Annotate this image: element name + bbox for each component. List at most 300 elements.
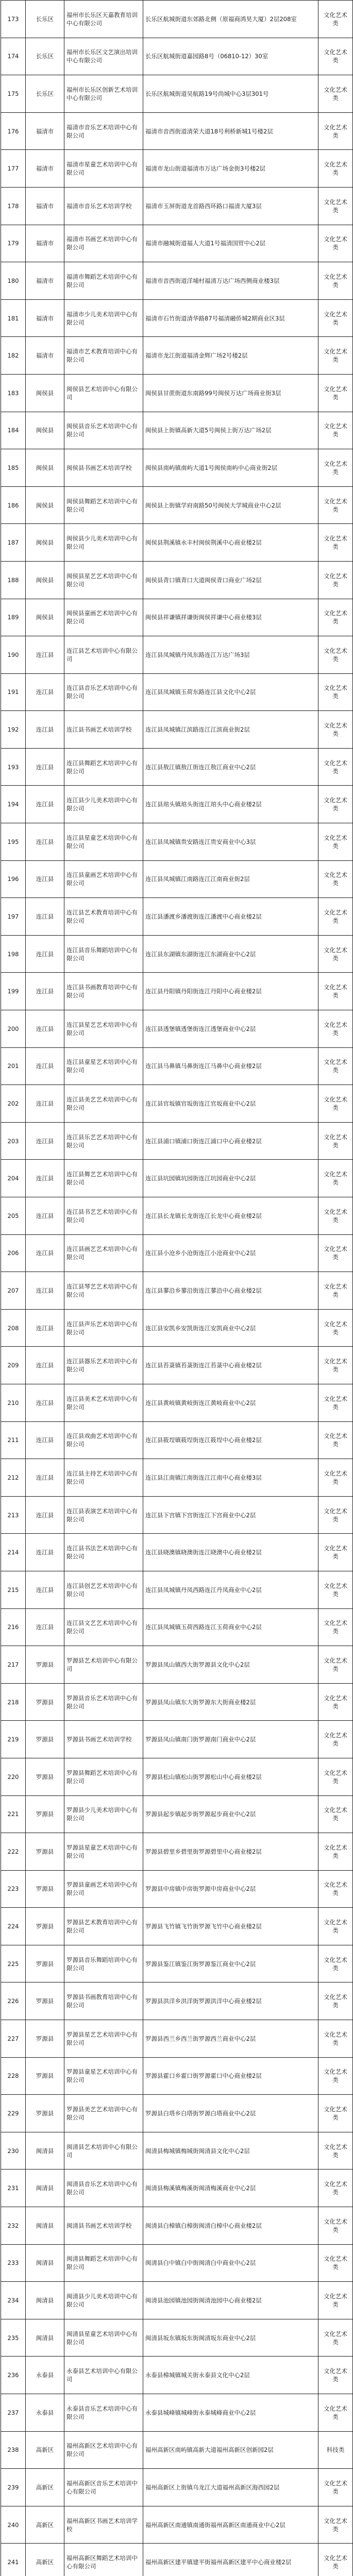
institution-name-cell: 罗源县书画教育培训中心有限公司 <box>64 1982 143 2020</box>
institution-name-cell: 福州高新区艺术培训中心有限公司 <box>64 2431 143 2469</box>
table-row <box>1 112 353 150</box>
row-number: 238 <box>1 2431 26 2469</box>
table-row <box>1 636 353 674</box>
table-row <box>1 449 353 487</box>
category-cell: 文化艺术类 <box>318 337 353 375</box>
district-cell: 连江县 <box>26 786 64 823</box>
institution-name-cell: 连江县书艺艺术培训中心有限公司 <box>64 1197 143 1235</box>
table-row <box>1 1721 353 1758</box>
address-cell: 罗源县洪洋乡洪洋街罗源洪洋中心商业楼2层 <box>143 1982 318 2020</box>
address-cell: 长乐区航城街道东郊路北侧（原福商鸿昊大厦）2层208室 <box>143 1 318 38</box>
table-row <box>1 1534 353 1571</box>
category-cell: 文化艺术类 <box>318 75 353 113</box>
table-row <box>1 561 353 599</box>
row-number: 226 <box>1 1982 26 2020</box>
row-number: 173 <box>1 1 26 38</box>
row-number: 209 <box>1 1347 26 1384</box>
row-number: 237 <box>1 2394 26 2432</box>
institution-name-cell: 闽侯县艺术培训中心有限公司 <box>64 374 143 412</box>
table-row <box>1 1047 353 1085</box>
district-cell: 福清市 <box>26 112 64 150</box>
address-cell: 福州高新区建平镇建平街福州高新区建平中心商业楼2层 <box>143 2544 318 2576</box>
table-row <box>1 2357 353 2394</box>
address-cell: 罗源县西兰乡西兰街罗源西兰商业中心2层 <box>143 2020 318 2058</box>
row-number: 241 <box>1 2544 26 2576</box>
row-number: 182 <box>1 337 26 375</box>
institution-name-cell: 连江县美艺艺术培训中心有限公司 <box>64 1085 143 1123</box>
institution-name-cell: 连江县艺术教育培训中心有限公司 <box>64 898 143 936</box>
address-cell: 福清市龙山街道福清市万达广场金街3号楼2层 <box>143 150 318 188</box>
address-cell: 福清市石竹街道清华路87号福清融侨城2期商业区3层 <box>143 299 318 337</box>
row-number: 220 <box>1 1758 26 1795</box>
table-row <box>1 973 353 1010</box>
district-cell: 闽侯县 <box>26 486 64 524</box>
row-number: 216 <box>1 1608 26 1646</box>
address-cell: 连江县安凯乡安凯街连江安凯商业中心2层 <box>143 1309 318 1347</box>
category-cell: 文化艺术类 <box>318 187 353 225</box>
district-cell: 连江县 <box>26 636 64 674</box>
row-number: 233 <box>1 2244 26 2282</box>
address-cell: 闽清县池园镇池园街闽清池园中心商业楼2层 <box>143 2282 318 2319</box>
table-row <box>1 860 353 898</box>
table-row <box>1 898 353 936</box>
district-cell: 连江县 <box>26 711 64 749</box>
district-cell: 连江县 <box>26 1534 64 1571</box>
row-number: 188 <box>1 561 26 599</box>
institution-name-cell: 连江县乐艺艺术培训中心有限公司 <box>64 1122 143 1160</box>
address-cell: 罗源县霍口乡霍口街罗源霍口中心商业楼2层 <box>143 2057 318 2095</box>
institution-name-cell: 罗源县美艺艺术培训中心有限公司 <box>64 2095 143 2132</box>
institution-name-cell: 福州市长乐区文艺演出培训中心有限公司 <box>64 38 143 75</box>
category-cell: 文化艺术类 <box>318 112 353 150</box>
district-cell: 罗源县 <box>26 2020 64 2058</box>
address-cell: 罗源县凤山镇南门街罗源南门商业中心2层 <box>143 1721 318 1758</box>
institution-name-cell: 闽侯县舞蹈艺术培训中心有限公司 <box>64 486 143 524</box>
address-cell: 福清市玉屏街道龙首路西环路口福清大厦3层 <box>143 187 318 225</box>
institution-name-cell: 福清市书画艺术培训中心有限公司 <box>64 225 143 262</box>
institution-name-cell: 连江县少儿美术培训中心有限公司 <box>64 786 143 823</box>
table-row <box>1 2207 353 2245</box>
row-number: 208 <box>1 1309 26 1347</box>
table-row <box>1 524 353 562</box>
table-row <box>1 187 353 225</box>
district-cell: 连江县 <box>26 1085 64 1123</box>
row-number: 193 <box>1 748 26 786</box>
institution-name-cell: 连江县音乐舞蹈培训中心有限公司 <box>64 935 143 973</box>
category-cell: 文化艺术类 <box>318 1758 353 1795</box>
table-row <box>1 225 353 262</box>
table-row <box>1 2544 353 2576</box>
institution-name-cell: 闽清县书画艺术培训学校 <box>64 2207 143 2245</box>
row-number: 213 <box>1 1496 26 1534</box>
district-cell: 永泰县 <box>26 2394 64 2432</box>
district-cell: 高新区 <box>26 2506 64 2544</box>
address-cell: 连江县凤城镇江南路连江江南商业街2层 <box>143 860 318 898</box>
category-cell: 文化艺术类 <box>318 1534 353 1571</box>
address-cell: 连江县苔菉镇苔菉街连江苔菉中心商业楼2层 <box>143 1347 318 1384</box>
table-row <box>1 1421 353 1459</box>
address-cell: 闽清县坂东镇坂东街闽清坂东商业中心2层 <box>143 2319 318 2357</box>
row-number: 218 <box>1 1683 26 1721</box>
table-row <box>1 374 353 412</box>
address-cell: 罗源县飞竹镇飞竹街罗源飞竹中心商业楼2层 <box>143 1908 318 1945</box>
address-cell: 闽侯县上街镇学府南路50号闽侯大学城商业中心2层 <box>143 486 318 524</box>
row-number: 185 <box>1 449 26 487</box>
address-cell: 罗源县松山镇松山街罗源松山中心商业楼2层 <box>143 1758 318 1795</box>
table-row <box>1 1272 353 1310</box>
institution-name-cell: 福州市长乐区创新艺术培训中心有限公司 <box>64 75 143 113</box>
row-number: 217 <box>1 1646 26 1684</box>
category-cell: 文化艺术类 <box>318 786 353 823</box>
row-number: 240 <box>1 2506 26 2544</box>
address-cell: 闽清县白中镇白中街闽清白中商业中心2层 <box>143 2244 318 2282</box>
row-number: 206 <box>1 1234 26 1272</box>
address-cell: 闽侯县祥谦镇祥谦街闽侯祥谦中心商业楼3层 <box>143 599 318 636</box>
institution-name-cell: 闽清县音乐艺术培训中心有限公司 <box>64 2170 143 2207</box>
institution-name-cell: 闽清县艺术培训中心有限公司 <box>64 2132 143 2170</box>
address-cell: 福清市音西街道洋埔村福清万达广场西侧商业楼3层 <box>143 262 318 300</box>
institution-name-cell: 连江县星童艺术培训中心有限公司 <box>64 823 143 861</box>
district-cell: 连江县 <box>26 1608 64 1646</box>
institution-name-cell: 连江县星艺艺术培训中心有限公司 <box>64 1010 143 1048</box>
row-number: 202 <box>1 1085 26 1123</box>
address-cell: 永泰县城峰镇城峰街永泰城峰商业中心2层 <box>143 2394 318 2432</box>
institution-name-cell: 福清市少儿美术培训中心有限公司 <box>64 299 143 337</box>
district-cell: 连江县 <box>26 1160 64 1197</box>
category-cell: 文化艺术类 <box>318 449 353 487</box>
row-number: 178 <box>1 187 26 225</box>
district-cell: 罗源县 <box>26 1908 64 1945</box>
table-row <box>1 1795 353 1833</box>
category-cell: 文化艺术类 <box>318 1085 353 1123</box>
row-number: 191 <box>1 673 26 711</box>
category-cell: 文化艺术类 <box>318 673 353 711</box>
table-row <box>1 75 353 113</box>
address-cell: 闽侯县荆溪镇永丰村闽侯荆溪中心商业楼2层 <box>143 524 318 562</box>
district-cell: 长乐区 <box>26 75 64 113</box>
category-cell: 文化艺术类 <box>318 599 353 636</box>
district-cell: 连江县 <box>26 898 64 936</box>
table-row <box>1 2431 353 2469</box>
row-number: 219 <box>1 1721 26 1758</box>
district-cell: 永泰县 <box>26 2357 64 2394</box>
category-cell: 文化艺术类 <box>318 1982 353 2020</box>
category-cell: 文化艺术类 <box>318 299 353 337</box>
institution-name-cell: 罗源县童星艺术培训中心有限公司 <box>64 2057 143 2095</box>
category-cell: 文化艺术类 <box>318 262 353 300</box>
address-cell: 长乐区航城街道吴航路19号尚城中心3层301号 <box>143 75 318 113</box>
institution-name-cell: 福州市长乐区天嘉教育培训中心有限公司 <box>64 1 143 38</box>
row-number: 190 <box>1 636 26 674</box>
institution-name-cell: 连江县声乐艺术培训中心有限公司 <box>64 1309 143 1347</box>
category-cell: 文化艺术类 <box>318 150 353 188</box>
category-cell: 文化艺术类 <box>318 1272 353 1310</box>
category-cell: 文化艺术类 <box>318 860 353 898</box>
address-cell: 连江县下宫镇下宫街连江下宫商业中心2层 <box>143 1496 318 1534</box>
category-cell: 文化艺术类 <box>318 2170 353 2207</box>
address-cell: 闽清县白樟镇白樟街闽清白樟中心商业楼2层 <box>143 2207 318 2245</box>
category-cell: 文化艺术类 <box>318 1309 353 1347</box>
category-cell: 文化艺术类 <box>318 1721 353 1758</box>
address-cell: 连江县凤城镇丹凤东路连江万达广场3层 <box>143 636 318 674</box>
category-cell: 文化艺术类 <box>318 1234 353 1272</box>
table-row <box>1 711 353 749</box>
table-row <box>1 1459 353 1497</box>
district-cell: 罗源县 <box>26 1721 64 1758</box>
table-row <box>1 337 353 375</box>
address-cell: 闽侯县甘蔗街道东南路99号闽侯万达广场商业街3层 <box>143 374 318 412</box>
institution-name-cell: 闽清县舞蹈艺术培训中心有限公司 <box>64 2244 143 2282</box>
institution-name-cell: 福清市舞蹈艺术培训中心有限公司 <box>64 262 143 300</box>
institution-name-cell: 罗源县音乐艺术培训中心有限公司 <box>64 1683 143 1721</box>
institution-name-cell: 闽侯县书画艺术培训学校 <box>64 449 143 487</box>
address-cell: 连江县马鼻镇马鼻街连江马鼻中心商业楼2层 <box>143 1047 318 1085</box>
category-cell: 文化艺术类 <box>318 1459 353 1497</box>
institution-name-cell: 罗源县艺术教育培训中心有限公司 <box>64 1908 143 1945</box>
row-number: 235 <box>1 2319 26 2357</box>
category-cell: 文化艺术类 <box>318 1010 353 1048</box>
address-cell: 福州高新区南屿镇高新大道福州高新区创新园2层 <box>143 2431 318 2469</box>
district-cell: 罗源县 <box>26 2057 64 2095</box>
row-number: 207 <box>1 1272 26 1310</box>
table-row <box>1 262 353 300</box>
district-cell: 连江县 <box>26 1272 64 1310</box>
address-cell: 连江县晓澳镇晓澳街连江晓澳中心商业楼2层 <box>143 1534 318 1571</box>
row-number: 221 <box>1 1795 26 1833</box>
table-row <box>1 38 353 75</box>
table-row <box>1 2095 353 2132</box>
address-cell: 罗源县中房镇中房街罗源中房商业中心2层 <box>143 1870 318 1908</box>
address-cell: 连江县丹阳镇丹阳街连江丹阳中心商业楼2层 <box>143 973 318 1010</box>
institution-name-cell: 罗源县音乐舞蹈培训中心有限公司 <box>64 1945 143 1982</box>
row-number: 196 <box>1 860 26 898</box>
row-number: 180 <box>1 262 26 300</box>
table-row <box>1 935 353 973</box>
row-number: 236 <box>1 2357 26 2394</box>
district-cell: 闽清县 <box>26 2319 64 2357</box>
category-cell: 文化艺术类 <box>318 935 353 973</box>
address-cell: 闽清县梅城镇梅城街闽清县文化中心2层 <box>143 2132 318 2170</box>
table-row <box>1 1 353 38</box>
category-cell: 文化艺术类 <box>318 1571 353 1608</box>
institution-name-cell: 闽清县星童艺术培训中心有限公司 <box>64 2319 143 2357</box>
district-cell: 闽清县 <box>26 2170 64 2207</box>
table-row <box>1 412 353 449</box>
row-number: 230 <box>1 2132 26 2170</box>
category-cell: 文化艺术类 <box>318 1122 353 1160</box>
category-cell: 文化艺术类 <box>318 38 353 75</box>
district-cell: 闽侯县 <box>26 412 64 449</box>
category-cell: 文化艺术类 <box>318 636 353 674</box>
category-cell: 文化艺术类 <box>318 748 353 786</box>
row-number: 187 <box>1 524 26 562</box>
district-cell: 闽侯县 <box>26 524 64 562</box>
institution-name-cell: 连江县舞蹈艺术培训中心有限公司 <box>64 748 143 786</box>
district-cell: 罗源县 <box>26 1646 64 1684</box>
district-cell: 连江县 <box>26 1010 64 1048</box>
category-cell: 文化艺术类 <box>318 1347 353 1384</box>
category-cell: 文化艺术类 <box>318 1 353 38</box>
row-number: 194 <box>1 786 26 823</box>
institution-name-cell: 福州高新区书画艺术培训学校 <box>64 2506 143 2544</box>
district-cell: 连江县 <box>26 1122 64 1160</box>
table-row <box>1 299 353 337</box>
institution-name-cell: 福清市星童艺术培训中心有限公司 <box>64 150 143 188</box>
row-number: 223 <box>1 1870 26 1908</box>
row-number: 229 <box>1 2095 26 2132</box>
table-row <box>1 1010 353 1048</box>
table-row <box>1 150 353 188</box>
institution-name-cell: 福州高新区音乐艺术培训中心有限公司 <box>64 2469 143 2506</box>
address-cell: 罗源县碧里乡碧里街罗源碧里中心商业楼2层 <box>143 1833 318 1871</box>
district-cell: 罗源县 <box>26 1982 64 2020</box>
row-number: 215 <box>1 1571 26 1608</box>
category-cell: 文化艺术类 <box>318 1833 353 1871</box>
institution-name-cell: 闽侯县童画艺术培训中心有限公司 <box>64 599 143 636</box>
institution-name-cell: 罗源县星艺艺术培训中心有限公司 <box>64 2020 143 2058</box>
address-cell: 连江县筱埕镇筱埕街连江筱埕中心商业楼2层 <box>143 1421 318 1459</box>
address-cell: 连江县敖江镇敖江街连江敖江商业中心2层 <box>143 748 318 786</box>
row-number: 179 <box>1 225 26 262</box>
institution-name-cell: 连江县文艺艺术培训中心有限公司 <box>64 1608 143 1646</box>
district-cell: 长乐区 <box>26 1 64 38</box>
address-cell: 罗源县白塔乡白塔街罗源白塔商业中心2层 <box>143 2095 318 2132</box>
table-row <box>1 1496 353 1534</box>
institution-name-cell: 连江县画艺艺术培训中心有限公司 <box>64 1234 143 1272</box>
institution-table <box>1 0 353 2576</box>
category-cell: 文化艺术类 <box>318 2394 353 2432</box>
district-cell: 福清市 <box>26 150 64 188</box>
table-row <box>1 1982 353 2020</box>
institution-name-cell: 连江县童星艺术培训中心有限公司 <box>64 1047 143 1085</box>
table-row <box>1 1160 353 1197</box>
address-cell: 连江县凤城镇贵安路连江贵安商业中心3层 <box>143 823 318 861</box>
district-cell: 福清市 <box>26 262 64 300</box>
district-cell: 连江县 <box>26 1347 64 1384</box>
district-cell: 连江县 <box>26 1309 64 1347</box>
district-cell: 罗源县 <box>26 1795 64 1833</box>
row-number: 177 <box>1 150 26 188</box>
address-cell: 闽清县梅溪镇梅溪街闽清梅溪商业中心2层 <box>143 2170 318 2207</box>
address-cell: 永泰县樟城镇城关街永泰县文化中心2层 <box>143 2357 318 2394</box>
address-cell: 闽侯县青口镇青口大道闽侯青口商业广场2层 <box>143 561 318 599</box>
row-number: 174 <box>1 38 26 75</box>
address-cell: 连江县凤城镇玉荷西路连江玉荷商业中心2层 <box>143 1608 318 1646</box>
institution-name-cell: 连江县戏曲艺术培训中心有限公司 <box>64 1421 143 1459</box>
category-cell: 文化艺术类 <box>318 1908 353 1945</box>
row-number: 234 <box>1 2282 26 2319</box>
table-row <box>1 1833 353 1871</box>
institution-name-cell: 福清市音乐艺术培训学校 <box>64 187 143 225</box>
row-number: 210 <box>1 1384 26 1421</box>
category-cell: 文化艺术类 <box>318 823 353 861</box>
institution-name-cell: 连江县书法艺术培训中心有限公司 <box>64 1534 143 1571</box>
table-row <box>1 1309 353 1347</box>
category-cell: 文化艺术类 <box>318 561 353 599</box>
table-row <box>1 599 353 636</box>
table-row <box>1 1234 353 1272</box>
row-number: 200 <box>1 1010 26 1048</box>
row-number: 181 <box>1 299 26 337</box>
row-number: 222 <box>1 1833 26 1871</box>
category-cell: 文化艺术类 <box>318 1945 353 1982</box>
district-cell: 罗源县 <box>26 1833 64 1871</box>
category-cell: 文化艺术类 <box>318 1047 353 1085</box>
institution-name-cell: 连江县书画艺术培训学校 <box>64 711 143 749</box>
row-number: 239 <box>1 2469 26 2506</box>
district-cell: 连江县 <box>26 1421 64 1459</box>
district-cell: 罗源县 <box>26 1758 64 1795</box>
table-row <box>1 1683 353 1721</box>
table-row <box>1 1197 353 1235</box>
table-row <box>1 1945 353 1982</box>
district-cell: 闽侯县 <box>26 449 64 487</box>
category-cell: 文化艺术类 <box>318 2020 353 2058</box>
address-cell: 福州高新区南通镇南通街福州高新区南通商业中心2层 <box>143 2506 318 2544</box>
table-row <box>1 1870 353 1908</box>
category-cell: 文化艺术类 <box>318 2057 353 2095</box>
category-cell: 文化艺术类 <box>318 1608 353 1646</box>
table-row <box>1 823 353 861</box>
institution-table-body <box>1 1 353 2576</box>
row-number: 224 <box>1 1908 26 1945</box>
institution-name-cell: 连江县书画教育培训中心有限公司 <box>64 973 143 1010</box>
table-row <box>1 2319 353 2357</box>
category-cell: 文化艺术类 <box>318 898 353 936</box>
institution-name-cell: 罗源县星童艺术培训中心有限公司 <box>64 1833 143 1871</box>
district-cell: 福清市 <box>26 299 64 337</box>
institution-name-cell: 罗源县艺术培训中心有限公司 <box>64 1646 143 1684</box>
institution-name-cell: 连江县舞艺艺术培训中心有限公司 <box>64 1160 143 1197</box>
category-cell: 科技类 <box>318 2431 353 2469</box>
district-cell: 连江县 <box>26 1047 64 1085</box>
district-cell: 福清市 <box>26 225 64 262</box>
table-row <box>1 2132 353 2170</box>
institution-name-cell: 连江县艺术培训中心有限公司 <box>64 636 143 674</box>
institution-name-cell: 连江县美术艺术培训中心有限公司 <box>64 1384 143 1421</box>
district-cell: 罗源县 <box>26 1870 64 1908</box>
category-cell: 文化艺术类 <box>318 486 353 524</box>
table-row <box>1 2170 353 2207</box>
address-cell: 福清市音西街道清荣大道18号利桥新城1号楼2层 <box>143 112 318 150</box>
category-cell: 文化艺术类 <box>318 1496 353 1534</box>
row-number: 227 <box>1 2020 26 2058</box>
table-row <box>1 1571 353 1608</box>
institution-name-cell: 罗源县书画艺术培训学校 <box>64 1721 143 1758</box>
institution-name-cell: 永泰县艺术培训中心有限公司 <box>64 2357 143 2394</box>
address-cell: 连江县官坂镇官坂街连江官坂商业中心2层 <box>143 1085 318 1123</box>
category-cell: 文化艺术类 <box>318 1421 353 1459</box>
institution-name-cell: 闽侯县少儿美术培训中心有限公司 <box>64 524 143 562</box>
district-cell: 高新区 <box>26 2544 64 2576</box>
category-cell: 文化艺术类 <box>318 1870 353 1908</box>
category-cell: 文化艺术类 <box>318 2469 353 2506</box>
district-cell: 闽侯县 <box>26 561 64 599</box>
row-number: 211 <box>1 1421 26 1459</box>
table-row <box>1 1608 353 1646</box>
district-cell: 连江县 <box>26 748 64 786</box>
table-row <box>1 748 353 786</box>
district-cell: 连江县 <box>26 1571 64 1608</box>
address-cell: 罗源县起步镇起步街罗源起步商业中心2层 <box>143 1795 318 1833</box>
category-cell: 文化艺术类 <box>318 711 353 749</box>
district-cell: 罗源县 <box>26 2095 64 2132</box>
institution-name-cell: 连江县主持艺术培训中心有限公司 <box>64 1459 143 1497</box>
category-cell: 文化艺术类 <box>318 2132 353 2170</box>
address-cell: 连江县小沧乡小沧街连江小沧商业中心2层 <box>143 1234 318 1272</box>
row-number: 212 <box>1 1459 26 1497</box>
district-cell: 闽侯县 <box>26 374 64 412</box>
